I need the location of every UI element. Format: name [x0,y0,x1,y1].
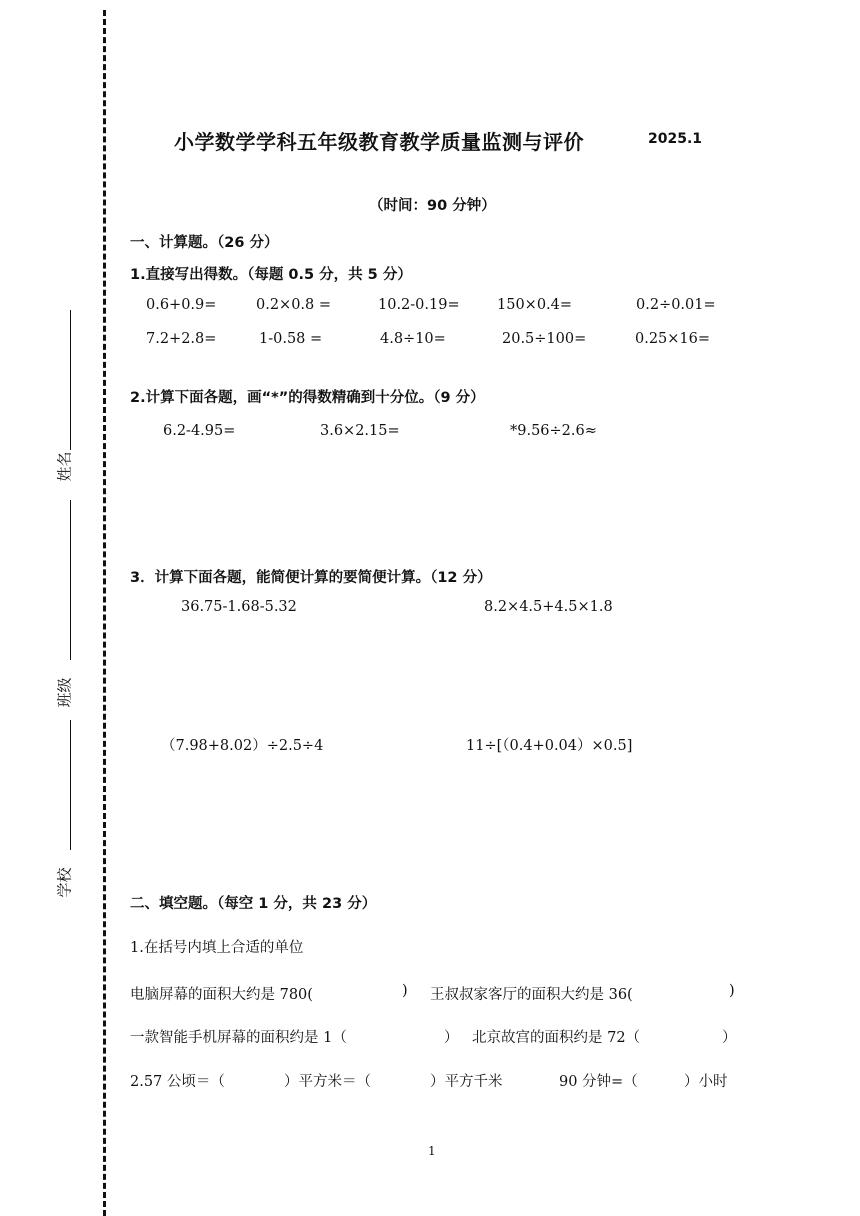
calc-item: 10.2-0.19= [378,297,460,313]
calc-item: 11÷[（0.4+0.04）×0.5] [466,738,633,754]
section2-heading: 二、填空题。（每空 1 分，共 23 分） [130,896,377,912]
fill-line: 电脑屏幕的面积大约是 780( [130,987,313,1003]
name-label: 姓名 [55,451,74,482]
page-title: 小学数学学科五年级教育教学质量监测与评价 [174,130,584,154]
class-underline [70,720,71,850]
fill-line: 北京故宫的面积约是 72（ [472,1030,641,1046]
calc-item: 0.2×0.8 = [256,297,332,313]
fill-line: 90 分钟=（ [559,1074,638,1090]
section1-heading: 一、计算题。（26 分） [130,235,279,251]
calc-item: 8.2×4.5+4.5×1.8 [484,599,613,615]
fill-paren: ） [722,1030,737,1046]
calc-item: 7.2+2.8= [146,331,217,347]
page-number: 1 [428,1144,436,1158]
calc-item: 6.2-4.95= [163,423,236,439]
calc-item: 1-0.58 = [259,331,323,347]
fill-line: 王叔叔家客厅的面积大约是 36( [430,987,633,1003]
fill-line: ）平方米＝（ [284,1074,371,1090]
exam-date: 2025.1 [648,131,703,147]
calc-item: 0.6+0.9= [146,297,217,313]
calc-item: 20.5÷100= [502,331,587,347]
calc-item: （7.98+8.02）÷2.5÷4 [161,738,324,754]
calc-item: 3.6×2.15= [320,423,400,439]
calc-item: *9.56÷2.6≈ [510,423,597,439]
fill-line: 一款智能手机屏幕的面积约是 1（ [130,1030,347,1046]
fill-q1-title: 1.在括号内填上合适的单位 [130,940,304,956]
calc-item: 150×0.4= [497,297,573,313]
calc-item: 0.25×16= [635,331,711,347]
binding-dashed-line [103,10,106,1216]
fill-paren: ） [444,1030,459,1046]
q3-title: 3．计算下面各题，能简便计算的要简便计算。（12 分） [130,570,492,586]
fill-paren: ) [402,983,408,999]
calc-item: 36.75-1.68-5.32 [181,599,297,615]
time-note: （时间：90 分钟） [369,198,496,214]
calc-item: 0.2÷0.01= [636,297,716,313]
fill-line: ）小时 [684,1074,728,1090]
name-underline-lower [70,500,71,660]
school-label: 学校 [55,867,74,898]
fill-line: 2.57 公顷＝（ [130,1074,225,1090]
class-label: 班级 [55,677,74,708]
fill-line: ）平方千米 [430,1074,503,1090]
fill-paren: ) [729,983,735,999]
q1-title: 1.直接写出得数。（每题 0.5 分，共 5 分） [130,267,412,283]
name-underline [70,310,71,450]
calc-item: 4.8÷10= [380,331,446,347]
q2-title: 2.计算下面各题，画“*”的得数精确到十分位。（9 分） [130,390,485,406]
